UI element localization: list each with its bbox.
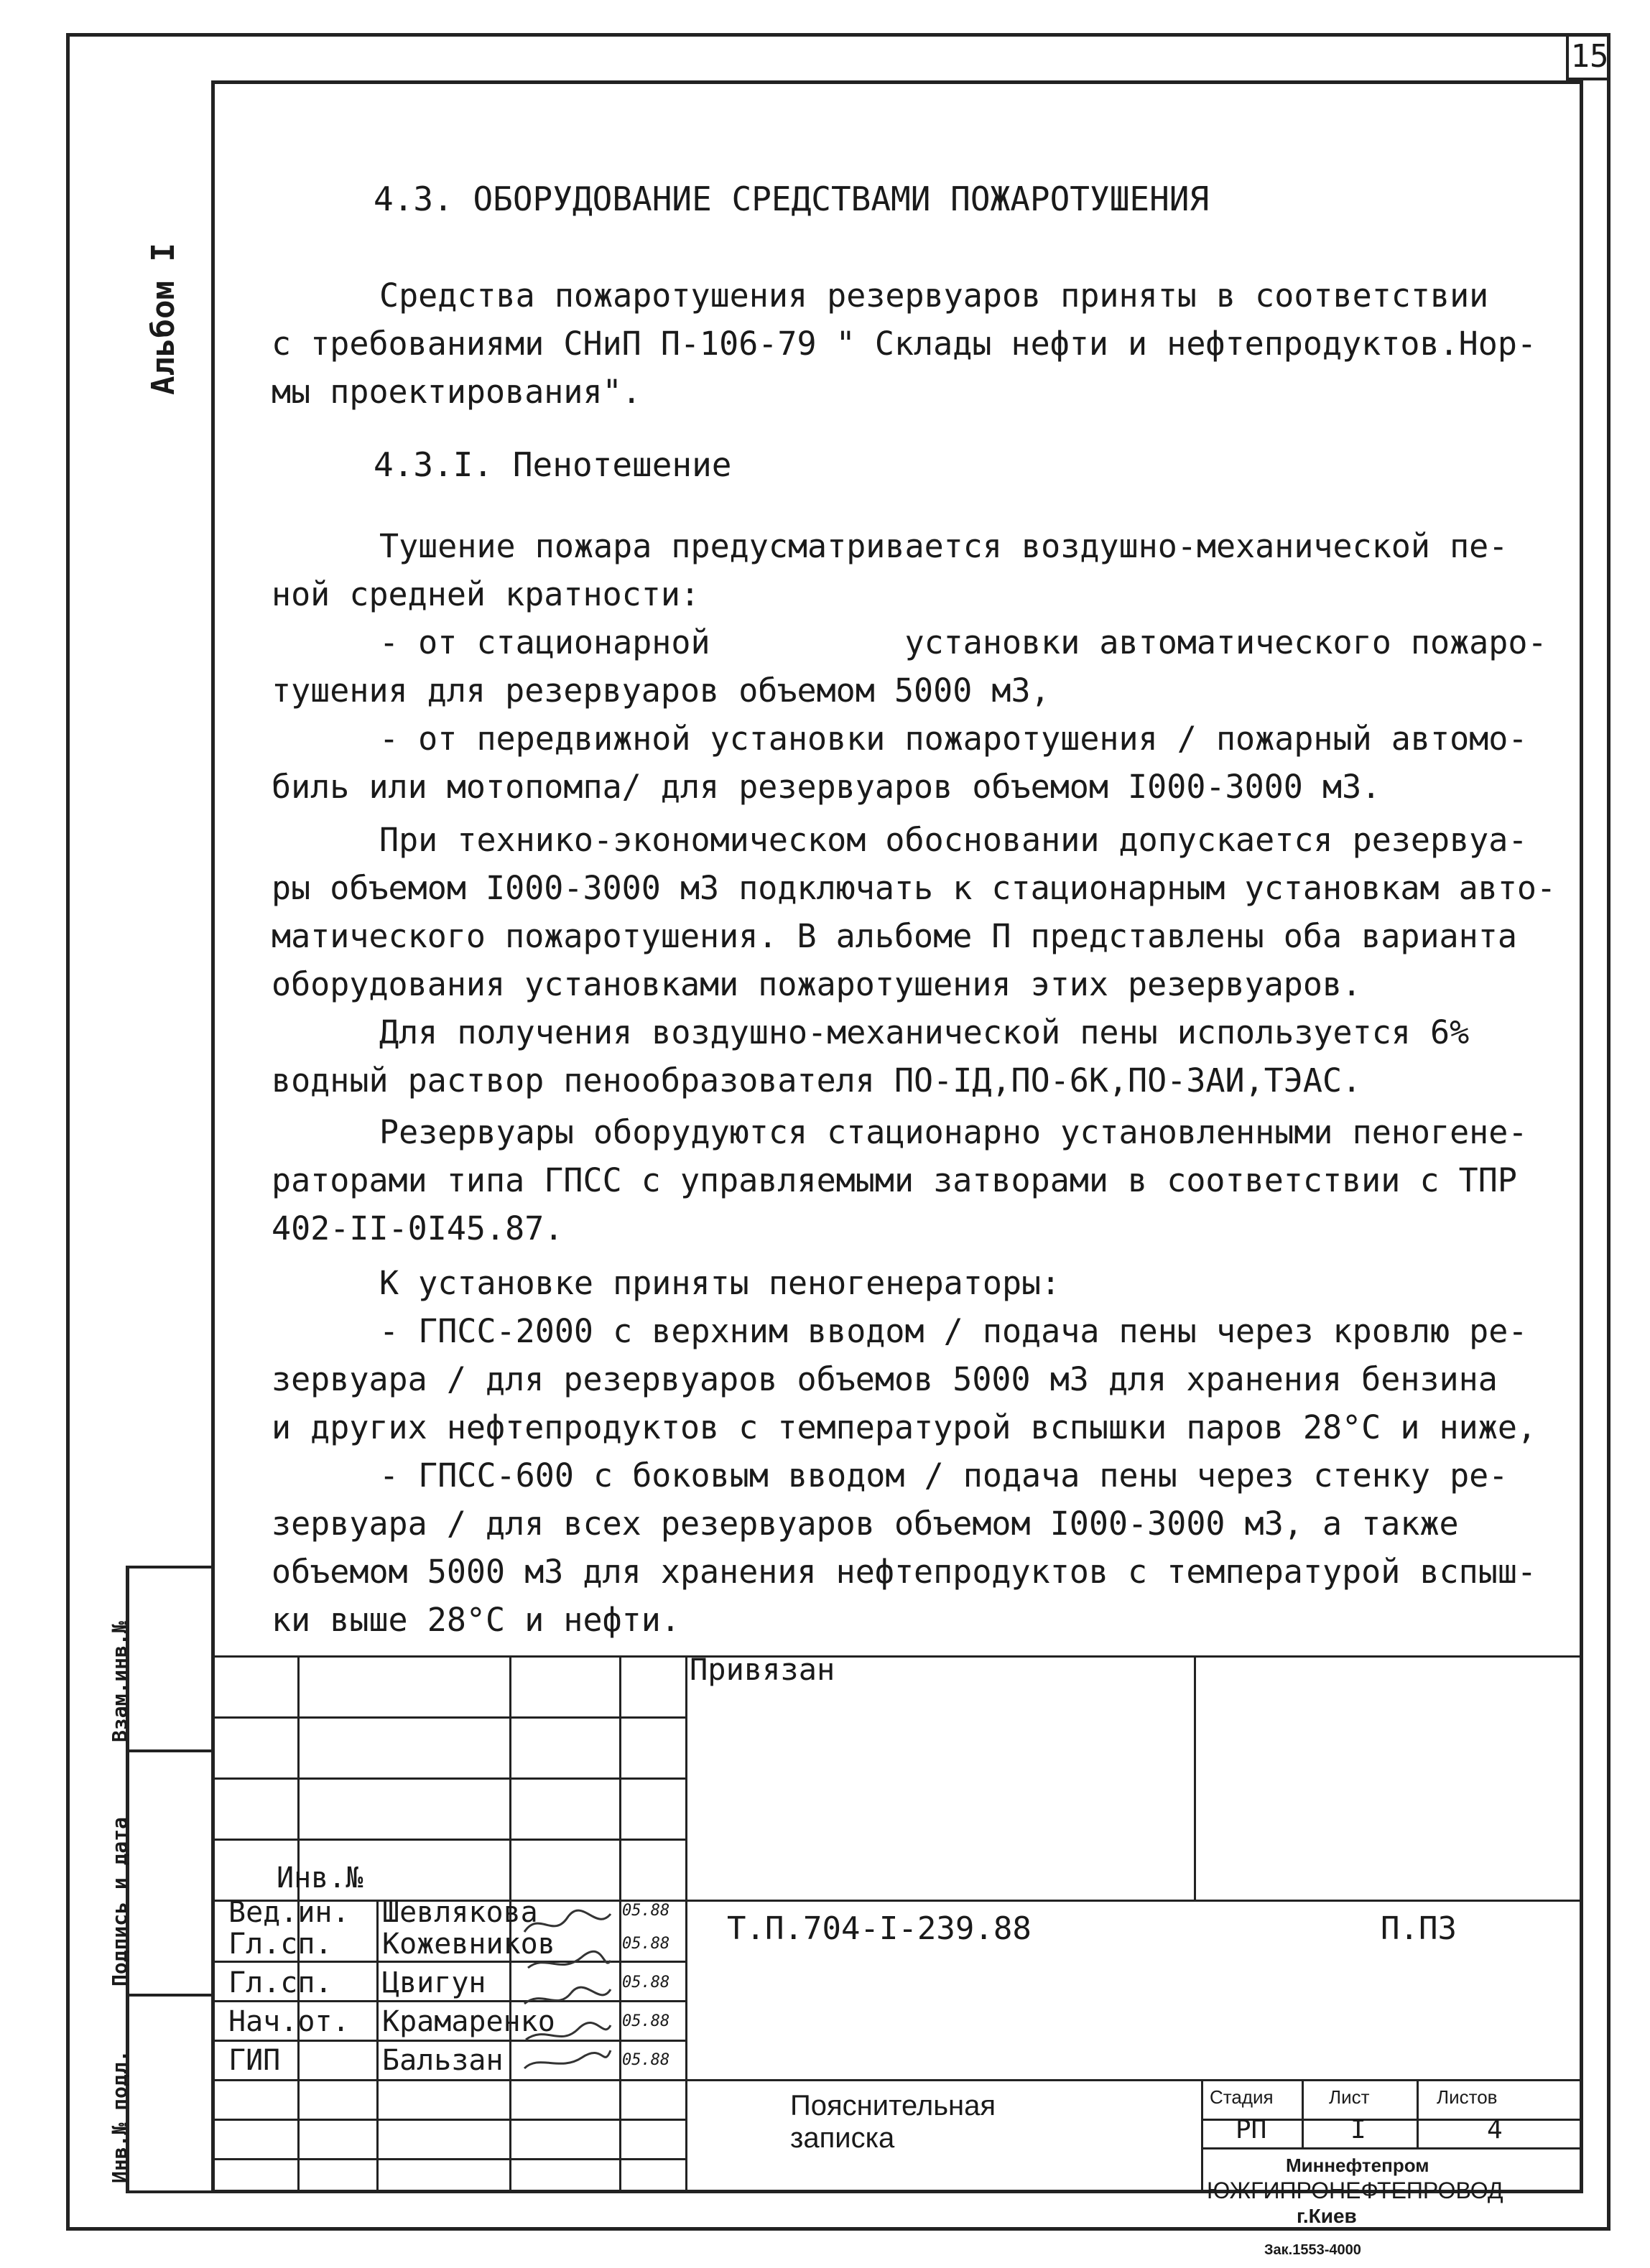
text-line: Тушение пожара предусматривается воздушно-механической пе- — [379, 527, 1508, 565]
text-line: тушения для резервуаров объемом 5000 м3, — [272, 671, 1050, 710]
organization-ministry: Миннефтепром — [1286, 2155, 1429, 2176]
paragraph-generators — [272, 1108, 1528, 1252]
name-5: Бальзан — [382, 2044, 504, 2077]
document-mark: П.ПЗ — [1381, 1910, 1457, 1947]
intro-paragraph — [272, 271, 1537, 416]
role-1: Вед.ин. — [228, 1896, 350, 1929]
text-line: зервуара / для всех резервуаров объемом I000-3000 м3, а также — [272, 1505, 1459, 1543]
document-code: Т.П.704-I-239.88 — [727, 1910, 1032, 1947]
text-line: раторами типа ГПСС с управляемыми затворами в соответствии с ТПР — [272, 1161, 1517, 1199]
text-line: 402-II-0I45.87. — [272, 1209, 564, 1247]
strip-cell-original — [108, 1997, 211, 2193]
stage-label: Стадия — [1210, 2086, 1274, 2108]
text-line: ки выше 28°С и нефти. — [272, 1601, 680, 1639]
paragraph-foam — [272, 522, 1547, 811]
date-5: 05.88 — [622, 2051, 670, 2069]
text-line: ной средней кратности: — [272, 575, 700, 613]
sheet-label: Лист — [1329, 2086, 1370, 2108]
date-2: 05.88 — [622, 1935, 670, 1953]
strip-cell-signature — [108, 1752, 211, 1997]
text-line: - от передвижной установки пожаротушения / пожарный автомо- — [379, 720, 1528, 758]
sheet-number: 15 — [1566, 36, 1610, 80]
text-line: Для получения воздушно-механической пены используется 6% — [379, 1013, 1470, 1051]
text-line: К установке приняты пеногенераторы: — [379, 1264, 1061, 1302]
sheet-value: I — [1350, 2115, 1366, 2144]
sheets-label: Листов — [1437, 2086, 1498, 2108]
text-line: матического пожаротушения. В альбоме П представлены оба варианта — [272, 917, 1517, 955]
name-3: Цвигун — [382, 1966, 486, 1999]
text-line: мы проектирования". — [272, 373, 641, 411]
text-line: объемом 5000 м3 для хранения нефтепродуктов с температурой вспыш- — [272, 1553, 1537, 1591]
strip-cell-replacement — [108, 1566, 211, 1752]
name-2: Кожевников — [382, 1928, 555, 1961]
album-label: Альбом I — [145, 243, 182, 395]
text-line: и других нефтепродуктов с температурой вспышки паров 28°С и ниже, — [272, 1408, 1537, 1446]
paragraph-feasibility — [272, 816, 1557, 1105]
text-line: Резервуары оборудуются стационарно установленными пеногене- — [379, 1113, 1528, 1151]
section-heading: 4.3. ОБОРУДОВАНИЕ СРЕДСТВАМИ ПОЖАРОТУШЕНИЯ — [374, 180, 1210, 218]
text-line: При технико-экономическом обосновании допускается резервуа- — [379, 821, 1528, 859]
name-4: Крамаренко — [382, 2005, 555, 2038]
date-3: 05.88 — [622, 1974, 670, 1992]
text-line: Средства пожаротушения резервуаров приняты в соответствии — [379, 276, 1489, 315]
text-line: зервуара / для резервуаров объемов 5000 м3 для хранения бензина — [272, 1360, 1498, 1398]
document-name-line2: записка — [790, 2122, 895, 2154]
strip-label: Взам.инв.№ — [108, 1621, 131, 1742]
strip-label: Инв.№ подл. — [108, 2050, 131, 2183]
date-1: 05.88 — [622, 1902, 670, 1920]
name-1: Шевлякова — [382, 1896, 538, 1929]
sheets-value: 4 — [1487, 2115, 1503, 2144]
privyazan-label: Привязан — [690, 1652, 835, 1687]
text-line: - от стационарной установки автоматического пожаро- — [379, 623, 1547, 661]
date-4: 05.88 — [622, 2012, 670, 2030]
text-line: ры объемом I000-3000 м3 подключать к стационарным установкам авто- — [272, 869, 1557, 907]
organization-name: ЮЖГИПРОНЕФТЕПРОВОД — [1207, 2178, 1503, 2203]
role-4: Нач.от. — [228, 2005, 350, 2038]
inv-label: Инв.№ — [277, 1862, 363, 1895]
document-name-line1: Пояснительная — [790, 2090, 996, 2121]
subsection-heading: 4.3.I. Пенотешение — [374, 445, 732, 484]
organization-city: г.Киев — [1297, 2205, 1357, 2227]
role-3: Гл.сп. — [228, 1966, 333, 1999]
print-order-stamp: Зак.1553-4000 — [1264, 2242, 1361, 2258]
text-line: - ГПСС-2000 с верхним вводом / подача пены через кровлю ре- — [379, 1312, 1528, 1350]
text-line: - ГПСС-600 с боковым вводом / подача пены через стенку ре- — [379, 1456, 1508, 1495]
text-line: с требованиями СНиП П-106-79 " Склады нефти и нефтепродуктов.Нор- — [272, 325, 1537, 363]
paragraph-installed — [272, 1259, 1537, 1644]
role-5: ГИП — [228, 2044, 281, 2077]
stage-value: РП — [1236, 2115, 1267, 2144]
strip-label: Подпись и дата — [108, 1816, 131, 1986]
role-2: Гл.сп. — [228, 1928, 333, 1961]
signature-scribbles — [517, 1903, 618, 2076]
text-line: биль или мотопомпа/ для резервуаров объемом I000-3000 м3. — [272, 768, 1381, 806]
text-line: оборудования установками пожаротушения этих резервуаров. — [272, 965, 1362, 1003]
text-line: водный раствор пенообразователя ПО-IД,ПО-6К,ПО-ЗАИ,ТЭАС. — [272, 1061, 1362, 1100]
